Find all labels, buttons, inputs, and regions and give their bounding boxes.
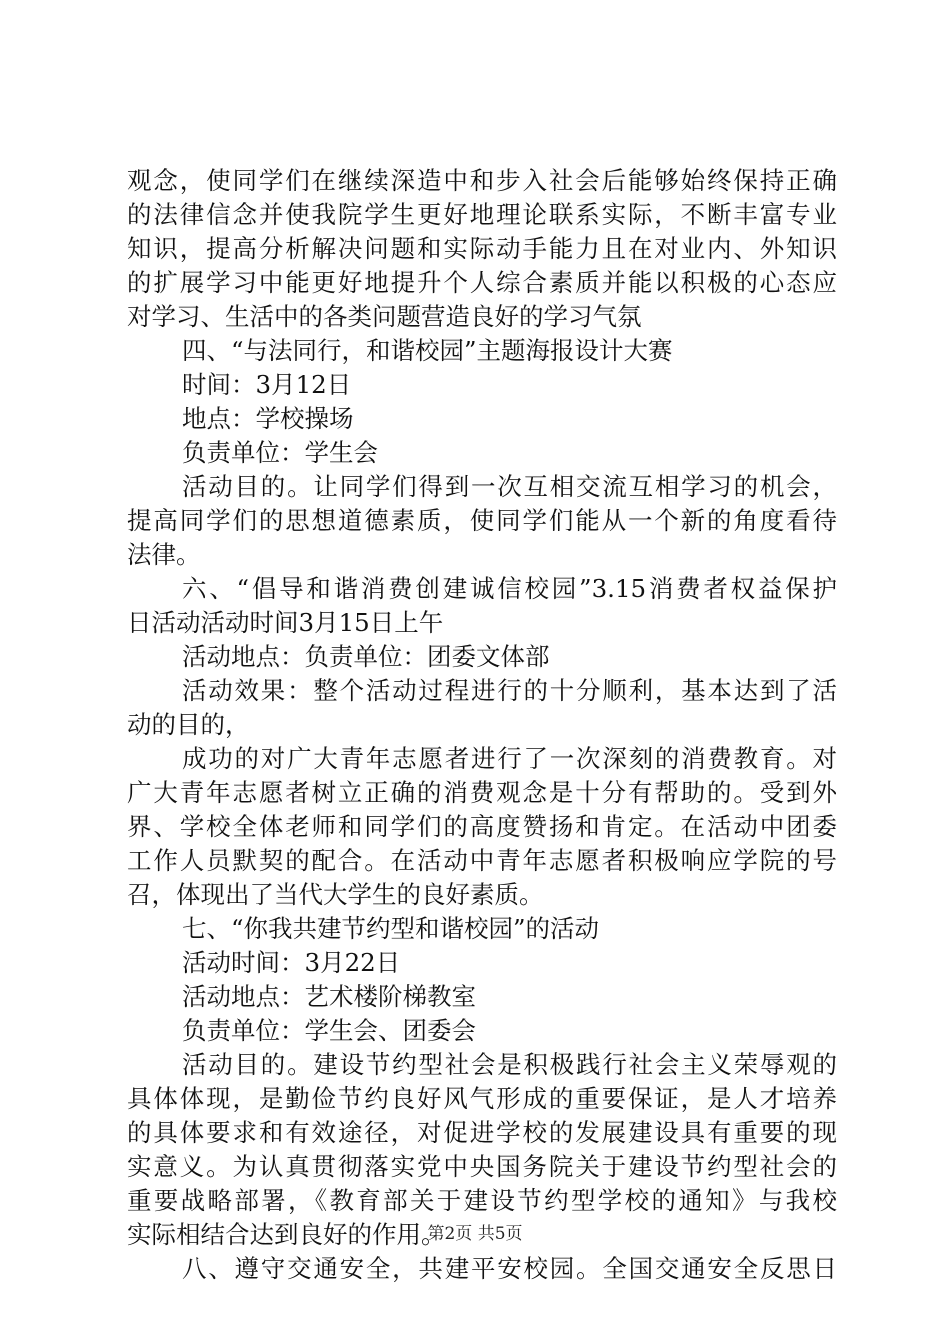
text-line: 活动目的。建设节约型社会是积极践行社会主义荣辱观的	[182, 1050, 837, 1079]
text-line: 活动地点：负责单位：团委文体部	[182, 642, 550, 671]
text-line: 广大青年志愿者树立正确的消费观念是十分有帮助的。受到外	[127, 778, 837, 807]
text-line: 观念，使同学们在继续深造中和步入社会后能够始终保持正确	[127, 166, 837, 195]
text-line: 活动效果：整个活动过程进行的十分顺利，基本达到了活	[182, 676, 837, 705]
text-line: 实意义。为认真贯彻落实党中央国务院关于建设节约型社会的	[127, 1152, 837, 1181]
text-line: 活动时间：3月22日	[182, 948, 401, 977]
text-line: 活动地点：艺术楼阶梯教室	[182, 982, 476, 1011]
section-heading: 七、“你我共建节约型和谐校园”的活动	[182, 914, 600, 943]
text-line: 的扩展学习中能更好地提升个人综合素质并能以积极的心态应	[127, 268, 837, 297]
text-line: 界、学校全体老师和同学们的高度赞扬和肯定。在活动中团委	[127, 812, 837, 841]
text-line: 活动目的。让同学们得到一次互相交流互相学习的机会，	[182, 472, 837, 501]
text-line: 对学习、生活中的各类问题营造良好的学习气氛	[127, 302, 642, 331]
text-line: 法律。	[127, 540, 201, 569]
text-line: 的法律信念并使我院学生更好地理论联系实际，不断丰富专业	[127, 200, 837, 229]
text-line: 召，体现出了当代大学生的良好素质。	[127, 880, 544, 909]
text-line: 知识，提高分析解决问题和实际动手能力且在对业内、外知识	[127, 234, 837, 263]
text-line: 的具体要求和有效途径，对促进学校的发展建设具有重要的现	[127, 1118, 837, 1147]
text-line: 时间：3月12日	[182, 370, 352, 399]
section-heading: 六、“倡导和谐消费创建诚信校园”3.15消费者权益保护	[182, 574, 837, 603]
section-heading: 八、遵守交通安全，共建平安校园。全国交通安全反思日	[182, 1254, 837, 1283]
text-line: 成功的对广大青年志愿者进行了一次深刻的消费教育。对	[182, 744, 837, 773]
text-line: 动的目的，	[127, 710, 250, 739]
text-line: 负责单位：学生会、团委会	[182, 1016, 476, 1045]
text-line: 具体体现，是勤俭节约良好风气形成的重要保证，是人才培养	[127, 1084, 837, 1113]
text-line: 负责单位：学生会	[182, 438, 378, 467]
text-line: 提高同学们的思想道德素质，使同学们能从一个新的角度看待	[127, 506, 837, 535]
text-line: 日活动活动时间3月15日上午	[127, 608, 444, 637]
document-body	[127, 164, 837, 1286]
text-line: 重要战略部署，《教育部关于建设节约型学校的通知》与我校	[127, 1186, 837, 1215]
section-heading: 四、“与法同行，和谐校园”主题海报设计大赛	[182, 336, 673, 365]
page-number-footer: 第2页 共5页	[427, 1224, 523, 1244]
text-line: 工作人员默契的配合。在活动中青年志愿者积极响应学院的号	[127, 846, 837, 875]
text-line: 实际相结合达到良好的作用。	[127, 1220, 446, 1249]
text-line: 地点：学校操场	[182, 404, 354, 433]
